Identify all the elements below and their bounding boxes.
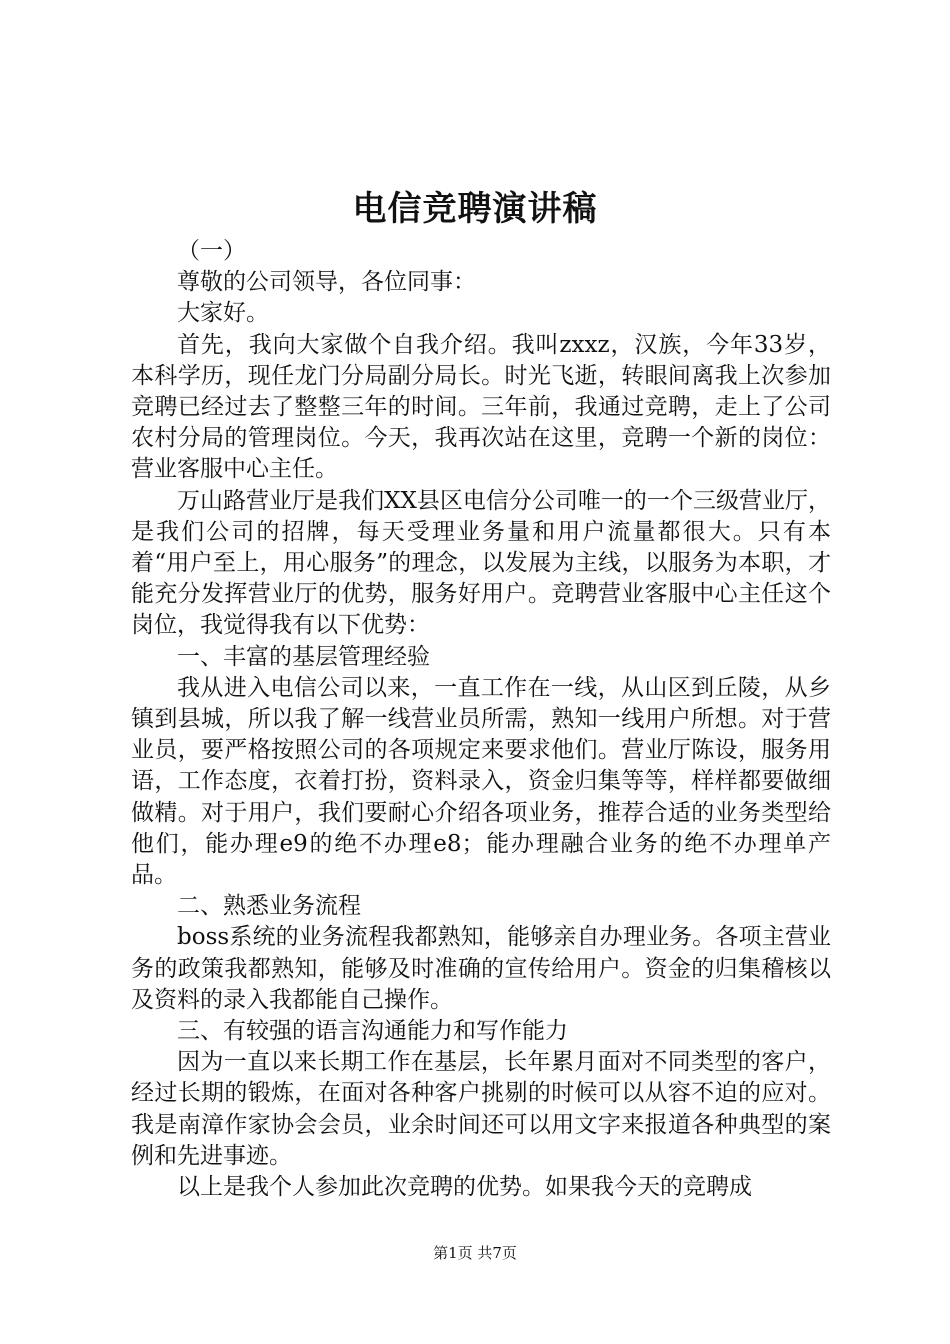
paragraph-business-hall: 万山路营业厅是我们XX县区电信分公司唯一的一个三级营业厅，是我们公司的招牌，每天受理业务量和用户流量都很大。只有本着“用户至上，用心服务”的理念，以发展为主线，以服务为本职，才能充分发挥营业厅的优势，服务好用户。竞聘营业客服中心主任这个岗位，我觉得我有以下优势： (131, 487, 831, 639)
paragraph-advantage-3: 因为一直以来长期工作在基层，长年累月面对不同类型的客户，经过长期的锻炼，在面对各种客户挑剔的时候可以从容不迫的应对。我是南漳作家协会会员，业余时间还可以用文字来报道各种典型的案例和先进事迹。 (131, 1049, 831, 1169)
paragraph-advantage-2: boss系统的业务流程我都熟知，能够亲自办理业务。各项主营业务的政策我都熟知，能够及时准确的宣传给用户。资金的归集稽核以及资料的录入我都能自己操作。 (131, 924, 831, 1013)
heading-advantage-3: 三、有较强的语言沟通能力和写作能力 (177, 1018, 568, 1045)
heading-advantage-2: 二、熟悉业务流程 (177, 893, 361, 920)
paragraph-section-marker: （一） (177, 238, 246, 264)
heading-advantage-1: 一、丰富的基层管理经验 (177, 643, 430, 670)
document-title: 电信竞聘演讲稿 (352, 189, 598, 229)
paragraph-salutation: 尊敬的公司领导，各位同事： (177, 269, 476, 296)
paragraph-conclusion: 以上是我个人参加此次竞聘的优势。如果我今天的竞聘成 (177, 1174, 752, 1201)
paragraph-advantage-1: 我从进入电信公司以来，一直工作在一线，从山区到丘陵，从乡镇到县城，所以我了解一线营业员所需，熟知一线用户所想。对于营业员，要严格按照公司的各项规定来要求他们。营业厅陈设，服务用语，工作态度，衣着打扮，资料录入，资金归集等等，样样都要做细做精。对于用户，我们要耐心介绍各项业务，推荐合适的业务类型给他们，能办理e9的绝不办理e8；能办理融合业务的绝不办理单产品。 (131, 674, 831, 889)
paragraph-introduction: 首先，我向大家做个自我介绍。我叫zxxz，汉族，今年33岁，本科学历，现任龙门分局副分局长。时光飞逝，转眼间离我上次参加竞聘已经过去了整整三年的时间。三年前，我通过竞聘，走上了公司农村分局的管理岗位。今天，我再次站在这里，竞聘一个新的岗位：营业客服中心主任。 (131, 331, 831, 483)
page-footer: 第1页 共7页 (433, 1244, 517, 1262)
paragraph-greeting: 大家好。 (177, 300, 269, 327)
document-body (131, 236, 831, 1203)
